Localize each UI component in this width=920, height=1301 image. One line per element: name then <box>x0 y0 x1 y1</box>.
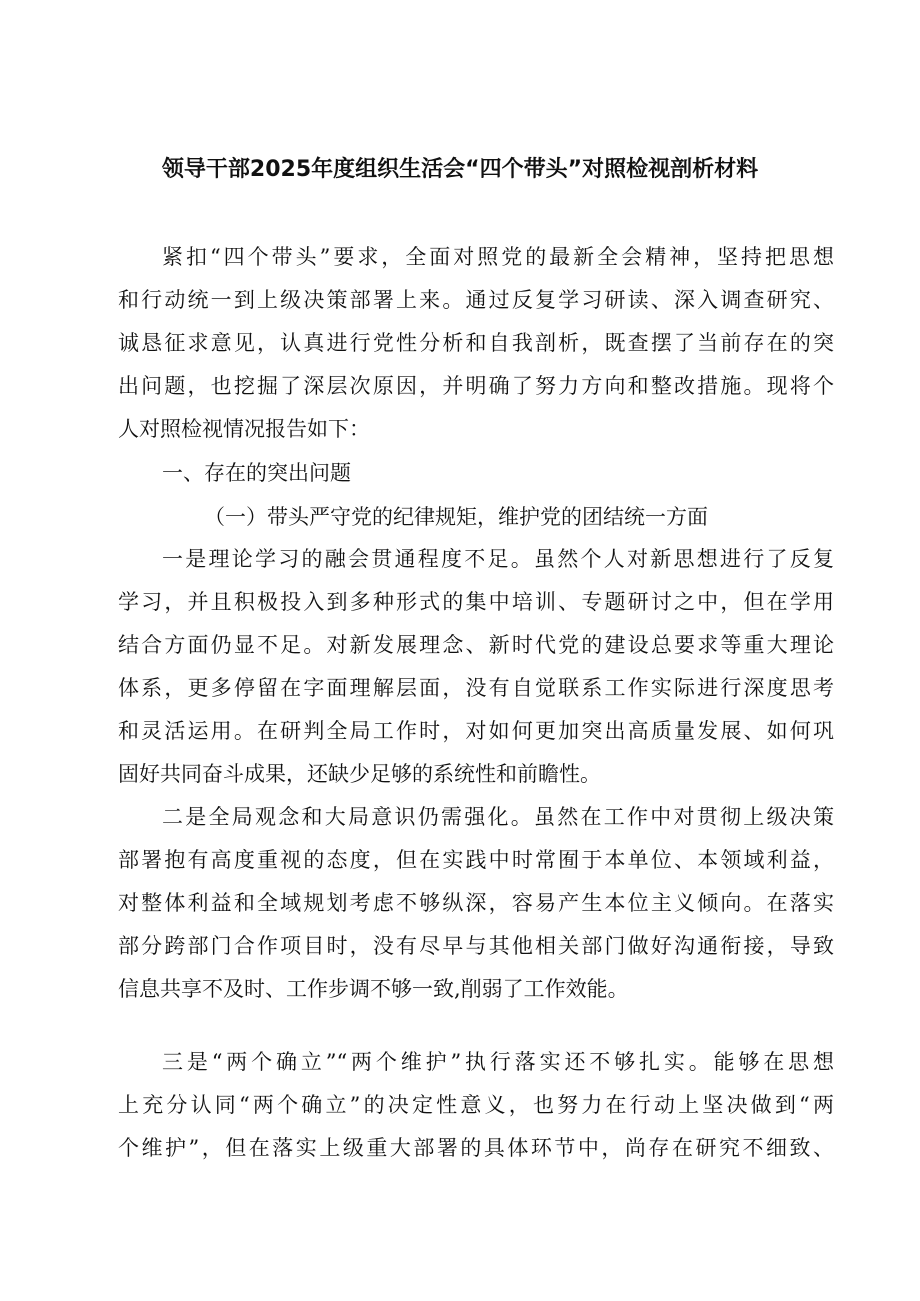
paragraph-line: 二是全局观念和大局意识仍需强化。虽然在工作中对贯彻上级决策 <box>162 805 834 829</box>
paragraph-line: 人对照检视情况报告如下： <box>118 417 370 441</box>
paragraph-line: 对整体利益和全域规划考虑不够纵深，容易产生本位主义倾向。在落实 <box>118 891 834 915</box>
paragraph-line: 结合方面仍显不足。对新发展理念、新时代党的建设总要求等重大理论 <box>118 633 834 657</box>
paragraph-line: 一是理论学习的融会贯通程度不足。虽然个人对新思想进行了反复 <box>162 547 834 571</box>
paragraph-line: 体系，更多停留在字面理解层面，没有自觉联系工作实际进行深度思考 <box>118 676 834 700</box>
document-body <box>118 236 834 1170</box>
paragraph-line: 部署抱有高度重视的态度，但在实践中时常囿于本单位、本领域利益， <box>118 848 834 872</box>
subsection-heading: （一）带头严守党的纪律规矩，维护党的团结统一方面 <box>204 505 708 529</box>
document-title: 领导干部2025年度组织生活会“四个带头”对照检视剖析材料 <box>161 157 759 182</box>
section-heading: 一、存在的突出问题 <box>162 461 351 485</box>
paragraph-line: 信息共享不及时、工作步调不够一致,削弱了工作效能。 <box>118 977 629 1001</box>
paragraph-line: 诚恳征求意见，认真进行党性分析和自我剖析，既查摆了当前存在的突 <box>118 331 834 355</box>
paragraph-line: 学习，并且积极投入到多种形式的集中培训、专题研讨之中，但在学用 <box>118 590 834 614</box>
paragraph-line: 紧扣“四个带头”要求，全面对照党的最新全会精神，坚持把思想 <box>162 245 834 269</box>
paragraph-line: 和灵活运用。在研判全局工作时，对如何更加突出高质量发展、如何巩 <box>118 719 834 743</box>
paragraph-line: 出问题，也挖掘了深层次原因，并明确了努力方向和整改措施。现将个 <box>118 374 834 398</box>
paragraph-line: 上充分认同“两个确立”的决定性意义，也努力在行动上坚决做到“两 <box>118 1093 834 1117</box>
paragraph-line: 部分跨部门合作项目时，没有尽早与其他相关部门做好沟通衔接，导致 <box>118 934 834 958</box>
paragraph-line: 和行动统一到上级决策部署上来。通过反复学习研读、深入调查研究、 <box>118 288 834 312</box>
paragraph-line: 固好共同奋斗成果，还缺少足够的系统性和前瞻性。 <box>118 762 601 786</box>
paragraph-line: 个维护”，但在落实上级重大部署的具体环节中，尚存在研究不细致、 <box>118 1136 834 1160</box>
paragraph-spacer <box>118 1011 834 1041</box>
paragraph-line: 三是“两个确立”“两个维护”执行落实还不够扎实。能够在思想 <box>162 1050 834 1074</box>
